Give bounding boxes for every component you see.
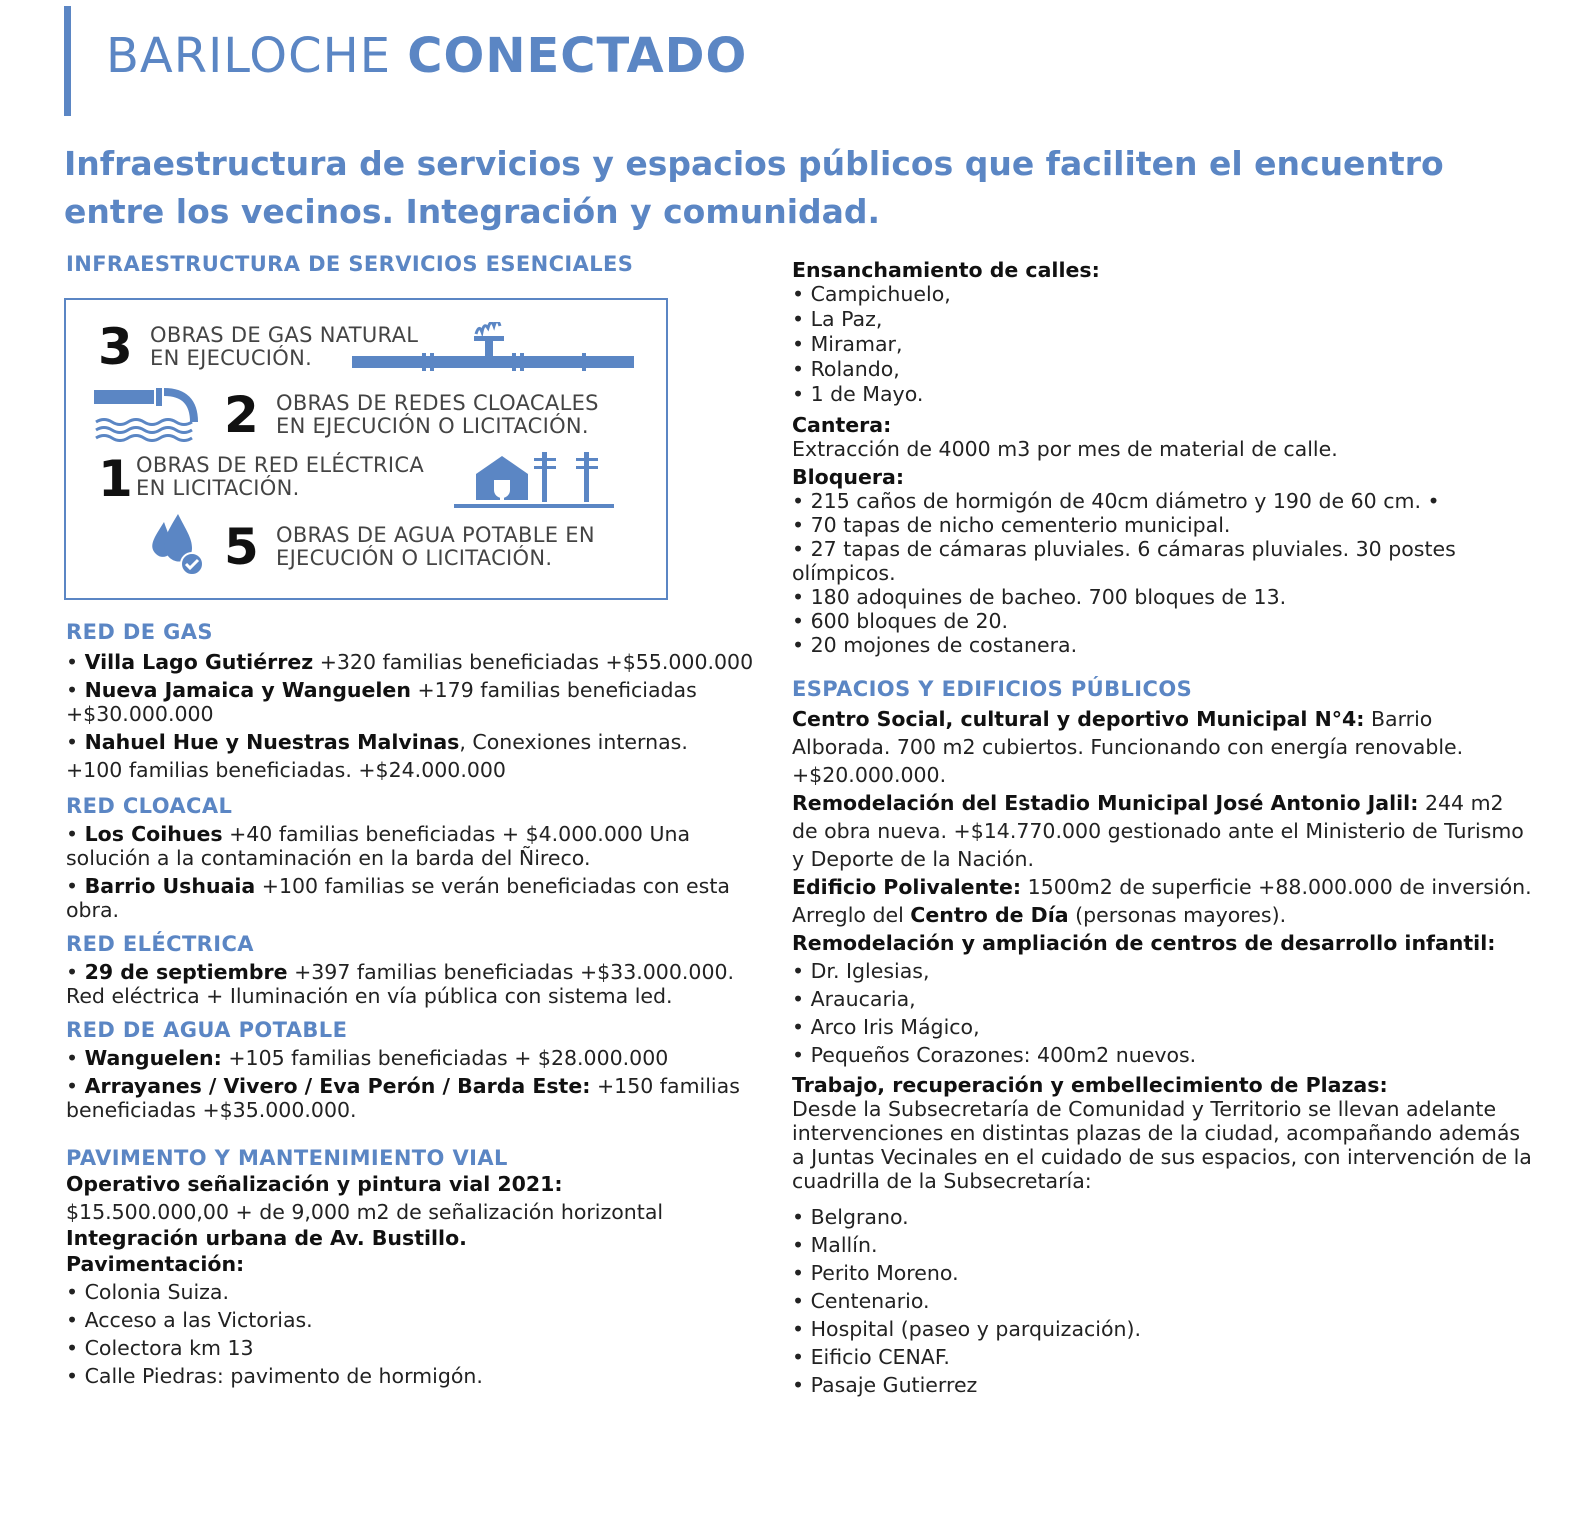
cantera-title-text: Cantera: [792,413,892,437]
gas-item-name: Nahuel Hue y Nuestras Malvinas [84,730,460,754]
agua-item-name: Wanguelen: [84,1046,222,1070]
list-item: • Arco Iris Mágico, [792,1013,1534,1041]
pavimentacion-title [66,1252,756,1276]
water-line1: OBRAS DE AGUA POTABLE EN [276,523,595,547]
cloacal-item-name: Barrio Ushuaia [84,874,256,898]
edificio-name: Edificio Polivalente: [792,875,1022,899]
list-item: • Centenario. [792,1287,1534,1315]
water-text [276,524,595,570]
red-agua-heading: RED DE AGUA POTABLE [66,1018,348,1042]
agua-item-name: Arrayanes / Vivero / Eva Perón / Barda Este: [84,1074,591,1098]
list-item: • Mallín. [792,1231,1534,1259]
list-item: • La Paz, [792,307,1534,332]
cloacal-item-text: +40 familias beneficiadas + $4.000.000 Una solución a la contaminación en la barda del Ñireco. [66,822,691,870]
agua-item-text: +150 familias beneficiadas +$35.000.000. [66,1074,740,1122]
sewer-pipe-icon [94,388,202,442]
list-item: • Rolando, [792,357,1534,382]
agua-item-text: +105 familias beneficiadas + $28.000.000 [221,1046,669,1070]
list-item: • Colectora km 13 [66,1334,756,1362]
electrica-item-name: 29 de septiembre [84,960,288,984]
gas-item-text: +179 familias beneficiadas +$30.000.000 [66,678,697,726]
list-item: • Miramar, [792,332,1534,357]
sewer-text [276,392,599,438]
list-item: • 20 mojones de costanera. [792,633,1534,657]
water-count: 5 [224,518,259,576]
right-column [792,258,1534,1399]
pavimentacion-title-text: Pavimentación: [66,1252,245,1276]
house-power-lines-icon [454,450,620,512]
edificio-polivalente [792,873,1534,901]
bloquera-list [792,489,1534,657]
integracion-title [66,1226,756,1250]
list-item: • Araucaria, [792,985,1534,1013]
red-electrica-heading: RED ELÉCTRICA [66,932,254,956]
electric-line1: OBRAS DE RED ELÉCTRICA [136,453,425,477]
list-item: • 215 caños de hormigón de 40cm diámetro y 190 de 60 cm. • [792,489,1534,513]
title-light: BARILOCHE [106,28,392,84]
list-item: • 70 tapas de nicho cementerio municipal. [792,513,1534,537]
electrica-item: • 29 de septiembre +397 familias beneficiadas +$33.000.000. Red eléctrica + Iluminación en vía pública con sistema led. [66,960,735,1008]
estadio-name: Remodelación del Estadio Municipal José Antonio Jalil: [792,791,1419,815]
cloacal-item: • Los Coihues +40 familias beneficiadas + $4.000.000 Una solución a la contaminación en la barda del Ñireco. [66,822,691,870]
sewer-count: 2 [224,386,259,444]
ensanchamiento-title [792,258,1534,282]
estadio [792,789,1534,873]
operativo-text: $15.500.000,00 + de 9,000 m2 de señalización horizontal [66,1200,664,1224]
list-item: • Eificio CENAF. [792,1343,1534,1371]
gas-item: • Villa Lago Gutiérrez +320 familias beneficiadas +$55.000.000 [66,650,754,674]
plazas-title [792,1073,1534,1097]
ensanchamiento-list [792,282,1534,407]
cdi-list [792,957,1534,1069]
list-item: • 600 bloques de 20. [792,609,1534,633]
gas-item-text: , Conexiones internas. [459,730,688,754]
sewer-line1: OBRAS DE REDES CLOACALES [276,391,599,415]
gas-line1: OBRAS DE GAS NATURAL [150,323,419,347]
estadio-text: 244 m2 de obra nueva. +$14.770.000 gestionado ante el Ministerio de Turismo y Deporte de la Nación. [792,791,1524,871]
cdi-title-text: Remodelación y ampliación de centros de desarrollo infantil: [792,931,1496,955]
electric-line2: EN LICITACIÓN. [136,476,300,500]
gas-item-extra: +100 familias beneficiadas. +$24.000.000 [66,758,506,782]
list-item: • Campichuelo, [792,282,1534,307]
ensanchamiento-title-text: Ensanchamiento de calles: [792,258,1100,282]
gas-item-name: Villa Lago Gutiérrez [84,650,314,674]
arreglo-post: (personas mayores). [1068,903,1287,927]
gas-pipeline-icon [352,322,634,372]
list-item: • Calle Piedras: pavimento de hormigón. [66,1362,756,1390]
centro-social-text: Barrio Alborada. 700 m2 cubiertos. Funcionando con energía renovable. +$20.000.000. [792,707,1464,787]
page-subtitle: Infraestructura de servicios y espacios públicos que faciliten el encuentro entre los vecinos. Integración y comunidad. [64,144,1444,231]
left-column [66,252,756,1390]
operativo-title-text: Operativo señalización y pintura vial 2021: [66,1172,563,1196]
water-drop-check-icon [146,512,208,576]
agua-item: • Wanguelen: +105 familias beneficiadas + $28.000.000 [66,1046,669,1070]
pavimento-heading: PAVIMENTO Y MANTENIMIENTO VIAL [66,1146,508,1170]
list-item: • Perito Moreno. [792,1259,1534,1287]
title-bold: CONECTADO [407,28,748,84]
gas-count: 3 [98,318,133,376]
cantera-title [792,413,1534,437]
arreglo-name: Centro de Día [910,903,1069,927]
gas-item-text: +320 familias beneficiadas +$55.000.000 [313,650,754,674]
red-gas-heading: RED DE GAS [66,620,213,644]
sewer-line2: EN EJECUCIÓN O LICITACIÓN. [276,414,589,438]
integracion-text: Integración urbana de Av. Bustillo. [66,1226,467,1250]
list-item: • 180 adoquines de bacheo. 700 bloques de 13. [792,585,1534,609]
agua-item: • Arrayanes / Vivero / Eva Perón / Barda Este: +150 familias beneficiadas +$35.000.000. [66,1074,740,1122]
infra-summary-box [64,298,668,600]
espacios-heading: ESPACIOS Y EDIFICIOS PÚBLICOS [792,677,1193,701]
espacios-body [792,705,1534,1069]
electrica-item-text: +397 familias beneficiadas +$33.000.000. Red eléctrica + Iluminación en vía pública con sistema led. [66,960,735,1008]
cantera-text: Extracción de 4000 m3 por mes de material de calle. [792,437,1338,461]
red-cloacal-heading: RED CLOACAL [66,794,233,818]
gas-item: • Nueva Jamaica y Wanguelen +179 familias beneficiadas +$30.000.000 [66,678,697,726]
electric-text [136,454,424,500]
arreglo-centro-dia [792,901,1534,929]
list-item: • Dr. Iglesias, [792,957,1534,985]
edificio-text: 1500m2 de superficie +88.000.000 de inversión. [1021,875,1532,899]
gas-item: • Nahuel Hue y Nuestras Malvinas, Conexiones internas. [66,730,688,754]
bloquera-title [792,465,1534,489]
list-item: • Hospital (paseo y parquización). [792,1315,1534,1343]
electric-count: 1 [98,450,133,508]
cloacal-item-text: +100 familias se verán beneficiadas con esta obra. [66,874,730,922]
centro-social-name: Centro Social, cultural y deportivo Municipal N°4: [792,707,1365,731]
pavimentacion-list [66,1278,756,1390]
infra-heading: INFRAESTRUCTURA DE SERVICIOS ESENCIALES [66,252,634,276]
page-title [106,28,748,84]
cloacal-item-name: Los Coihues [84,822,223,846]
bloquera-title-text: Bloquera: [792,465,905,489]
list-item: • Acceso a las Victorias. [66,1306,756,1334]
plazas-list [792,1203,1534,1399]
cloacal-item: • Barrio Ushuaia +100 familias se verán beneficiadas con esta obra. [66,874,730,922]
centro-social [792,705,1534,789]
gas-line2: EN EJECUCIÓN. [150,346,313,370]
water-line2: EJECUCIÓN O LICITACIÓN. [276,546,553,570]
list-item: • Pequeños Corazones: 400m2 nuevos. [792,1041,1534,1069]
list-item: • 1 de Mayo. [792,382,1534,407]
list-item: • Colonia Suiza. [66,1278,756,1306]
list-item: • Belgrano. [792,1203,1534,1231]
arreglo-pre: Arreglo del [792,903,911,927]
operativo-title [66,1172,756,1196]
cdi-title [792,929,1534,957]
list-item: • Pasaje Gutierrez [792,1371,1534,1399]
accent-bar [64,6,71,116]
list-item: • 27 tapas de cámaras pluviales. 6 cámaras pluviales. 30 postes olímpicos. [792,537,1534,585]
plazas-title-text: Trabajo, recuperación y embellecimiento de Plazas: [792,1073,1388,1097]
gas-item-name: Nueva Jamaica y Wanguelen [84,678,411,702]
plazas-text: Desde la Subsecretaría de Comunidad y Territorio se llevan adelante intervenciones en distintas plazas de la ciudad, acompañando además a Juntas Vecinales en el cuidado de sus espacios, con intervención de la cuadrilla de la Subsecretaría: [792,1097,1532,1193]
